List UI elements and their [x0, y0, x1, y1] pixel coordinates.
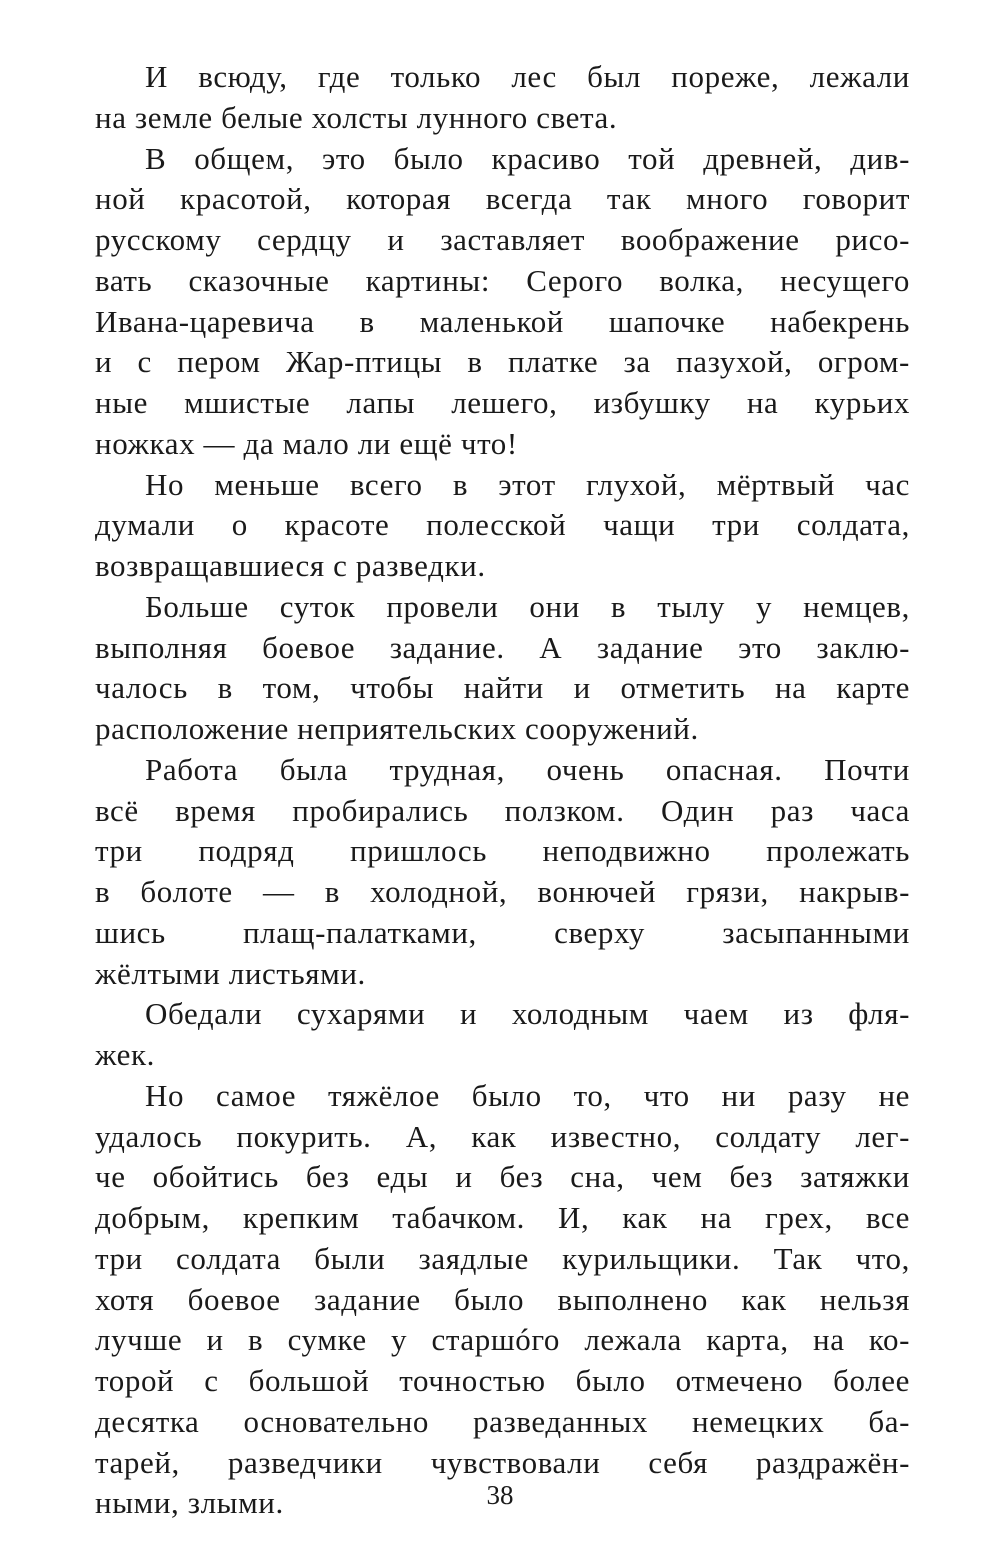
paragraph	[95, 139, 910, 465]
text-line: Ивана-царевича в маленькой шапочке набекрень	[95, 303, 910, 339]
text-line: расположение неприятельских сооружений.	[95, 711, 699, 746]
paragraph	[95, 57, 910, 139]
text-line: добрым, крепким табачком. И, как на грех, все	[95, 1200, 910, 1235]
text-line: и с пером Жар-птицы в платке за пазухой, огром-	[95, 344, 910, 380]
paragraph	[95, 1076, 910, 1524]
text-line: ные мшистые лапы лешего, избушку на курьих	[95, 385, 910, 420]
text-line: шись плащ-палатками, сверху засыпанными	[95, 914, 910, 950]
text-line: три подряд пришлось неподвижно пролежать	[95, 833, 910, 869]
paragraph	[95, 750, 910, 995]
text-line: Но меньше всего в этот глухой, мёртвый час	[145, 466, 910, 502]
paragraph	[95, 994, 910, 1076]
text-line: ножках — да мало ли ещё что!	[95, 425, 518, 461]
text-line: десятка основательно разведанных немецких ба-	[95, 1403, 910, 1439]
text-line: в болоте — в холодной, вонючей грязи, накрыв-	[95, 874, 910, 909]
text-line: Работа была трудная, очень опасная. Почти	[145, 751, 910, 787]
text-line: чалось в том, чтобы найти и отметить на карте	[95, 670, 910, 706]
text-line: В общем, это было красиво той древней, див-	[145, 140, 910, 176]
text-line: жек.	[95, 1037, 155, 1072]
text-line: всё время пробирались ползком. Один раз часа	[95, 792, 910, 828]
paragraph	[95, 587, 910, 750]
text-line: Больше суток провели они в тылу у немцев,	[145, 588, 910, 624]
text-line: Обедали сухарями и холодным чаем из фля-	[145, 996, 910, 1032]
text-line: И всюду, где только лес был пореже, лежали	[145, 59, 910, 94]
text-line: жёлтыми листьями.	[95, 955, 366, 991]
text-line: лучше и в сумке у старшóго лежала карта, на ко-	[95, 1322, 910, 1358]
text-line: выполняя боевое задание. А задание это заклю-	[95, 629, 910, 665]
page-number: 38	[486, 1480, 514, 1510]
text-line: возвращавшиеся с разведки.	[95, 548, 486, 583]
text-line: удалось покурить. А, как известно, солдату лег-	[95, 1118, 910, 1154]
text-line: ными, злыми.	[95, 1485, 284, 1521]
page-body	[95, 57, 910, 1524]
text-line: торой с большой точностью было отмечено более	[95, 1363, 910, 1398]
text-line: на земле белые холсты лунного света.	[95, 99, 618, 135]
text-line: че обойтись без еды и без сна, чем без затяжки	[95, 1159, 910, 1195]
text-line: тарей, разведчики чувствовали себя раздражён-	[95, 1444, 910, 1480]
text-line: вать сказочные картины: Серого волка, несущего	[95, 262, 910, 298]
text-line: русскому сердцу и заставляет воображение рисо-	[95, 222, 910, 257]
text-line: Но самое тяжёлое было то, что ни разу не	[145, 1077, 910, 1113]
text-line: думали о красоте полесской чащи три солдата,	[95, 507, 910, 543]
paragraph	[95, 465, 910, 587]
text-line: ной красотой, которая всегда так много говорит	[95, 181, 910, 217]
text-line: три солдата были заядлые курильщики. Так что,	[95, 1240, 910, 1276]
text-line: хотя боевое задание было выполнено как нельзя	[95, 1281, 910, 1317]
